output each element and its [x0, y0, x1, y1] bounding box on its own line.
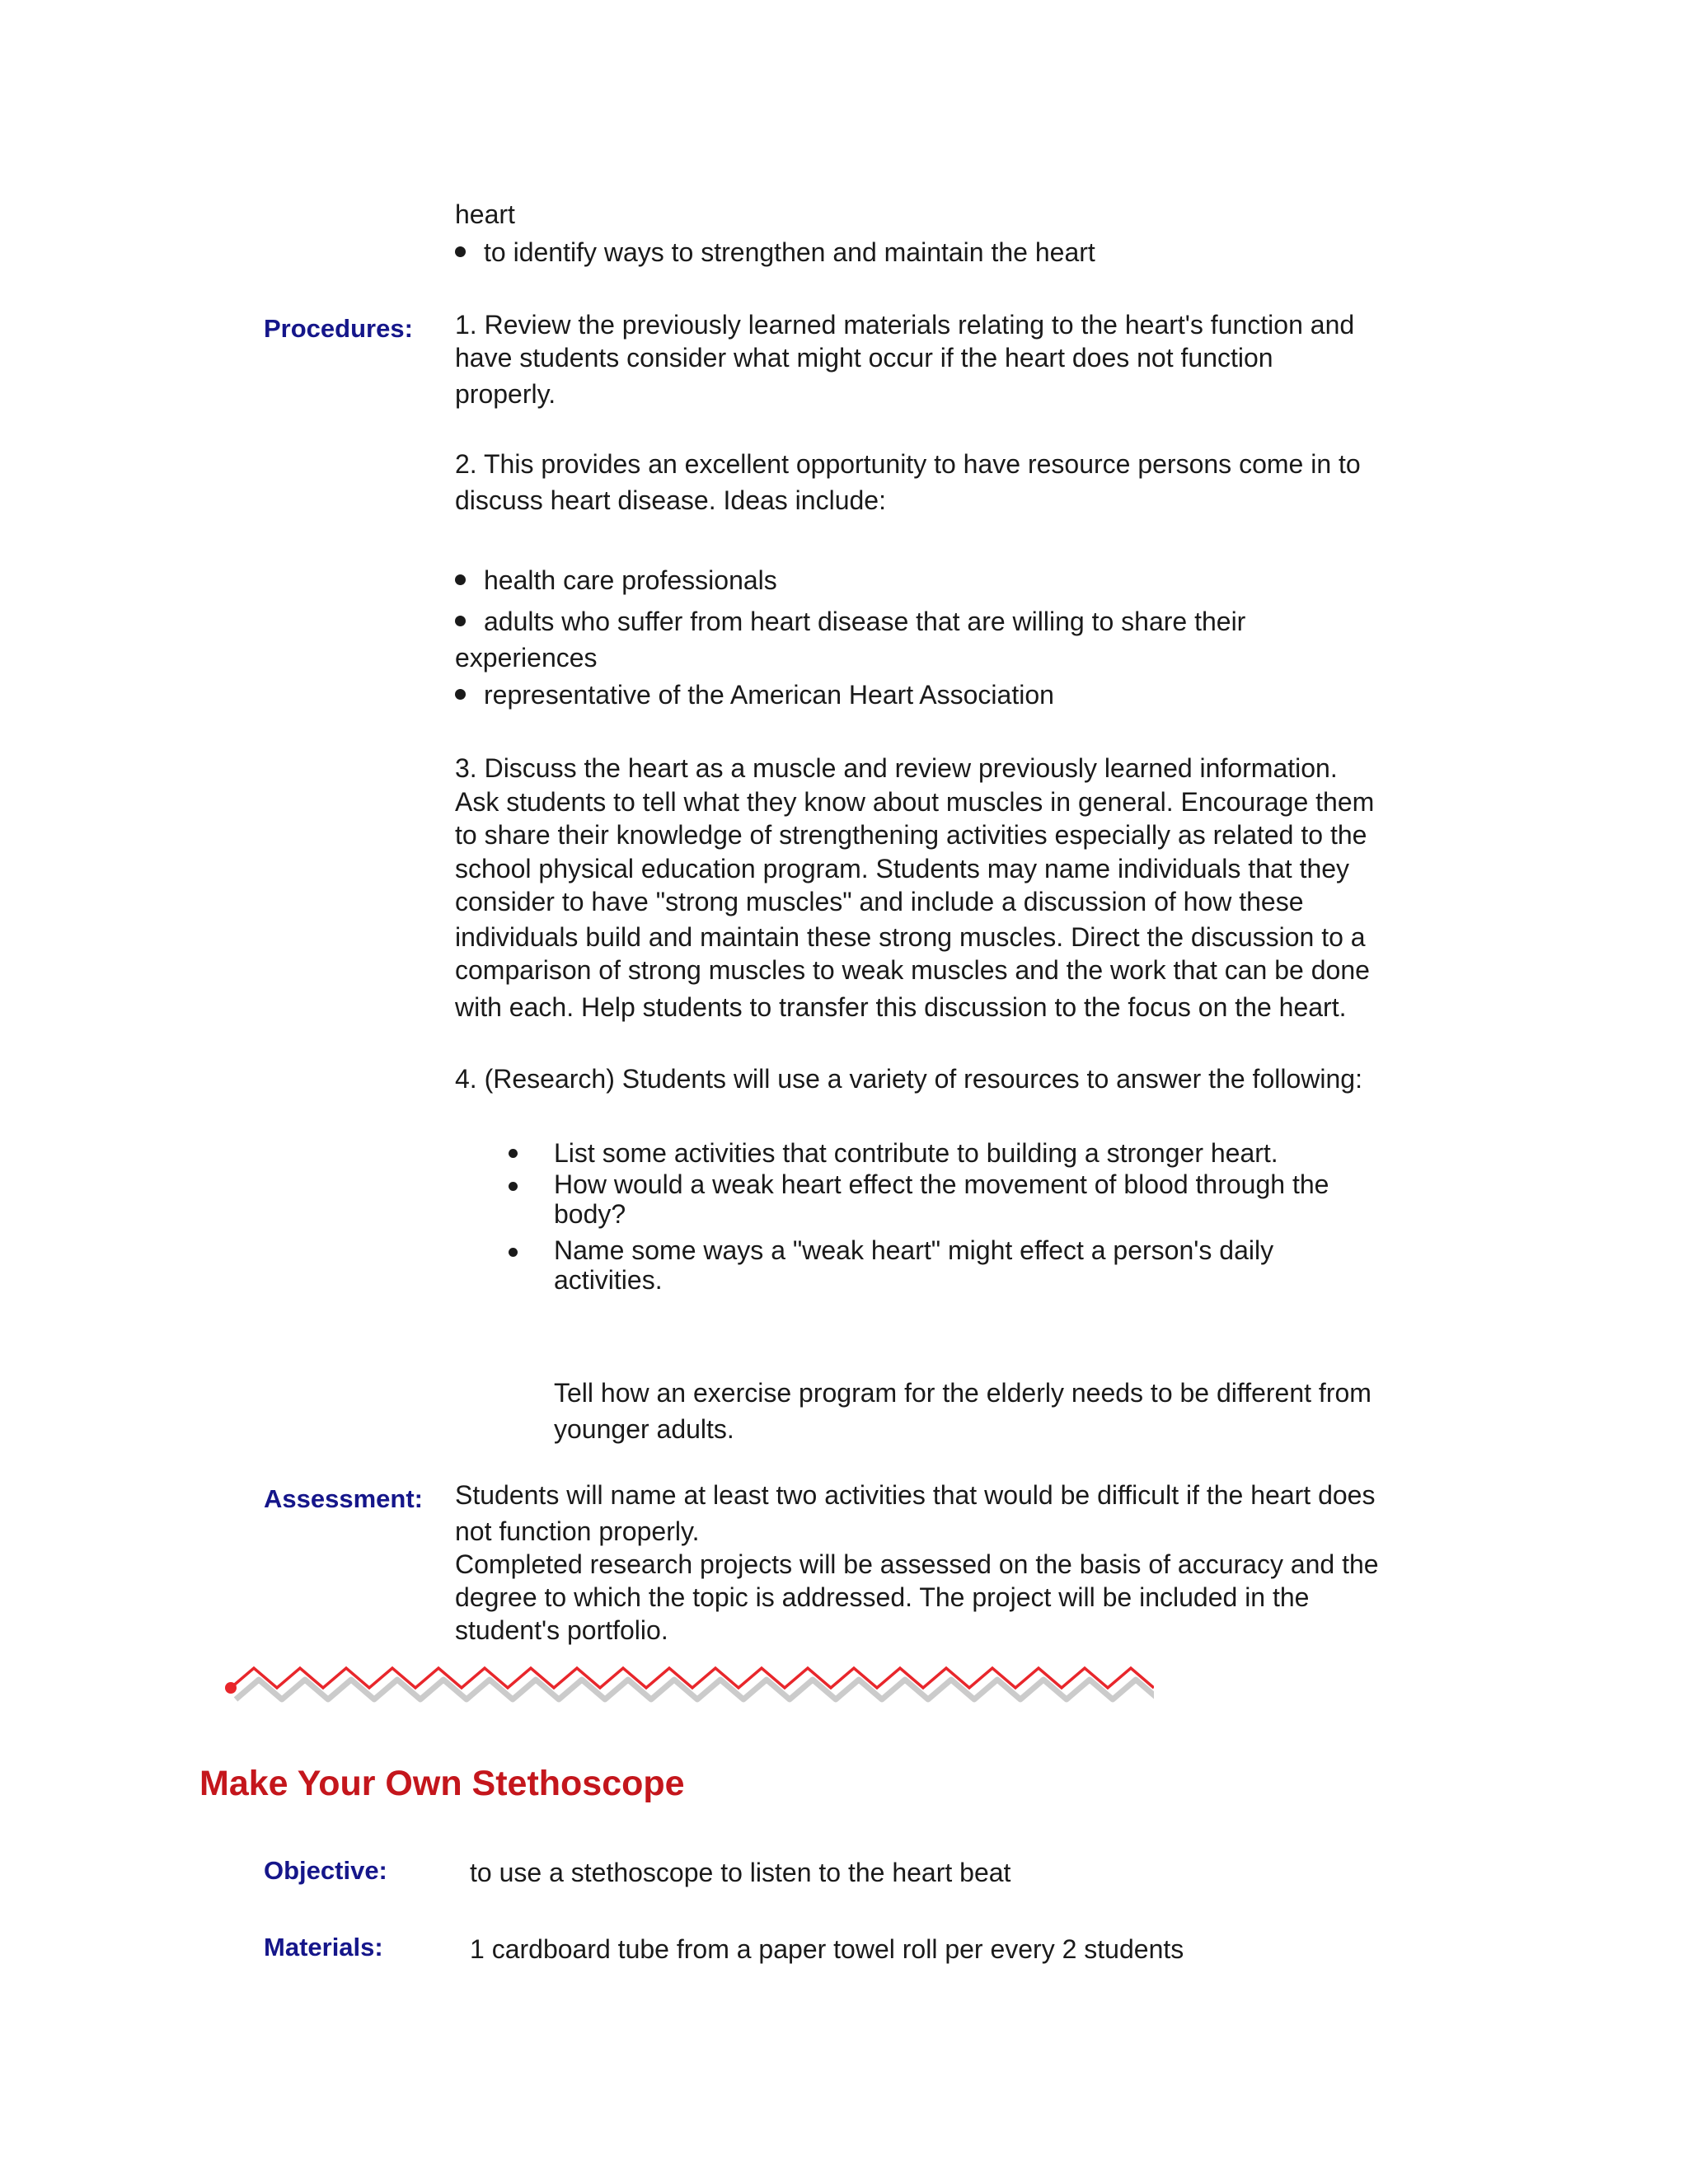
step-line: to share their knowledge of strengthening activities especially as related to the	[455, 820, 1367, 850]
assessment-label: Assessment:	[264, 1484, 423, 1513]
procedure-step-4: 4. (Research) Students will use a variety of resources to answer the following:	[455, 1064, 1362, 1094]
step-line: discuss heart disease. Ideas include:	[455, 485, 886, 515]
step-line: school physical education program. Students may name individuals that they	[455, 853, 1350, 883]
section-title: Make Your Own Stethoscope	[199, 1764, 685, 1803]
zigzag-line	[231, 1668, 1154, 1688]
idea-item-wrap: experiences	[455, 643, 598, 673]
research-line: Name some ways a "weak heart" might effect a person's daily	[554, 1235, 1274, 1265]
step-line: comparison of strong muscles to weak muscles and the work that can be done	[455, 955, 1370, 985]
research-line: body?	[554, 1199, 626, 1229]
question-line: Tell how an exercise program for the elderly needs to be different from	[554, 1378, 1372, 1408]
materials-text: 1 cardboard tube from a paper towel roll per every 2 students	[470, 1934, 1184, 1964]
procedure-step-1	[455, 308, 1354, 410]
assessment-line: degree to which the topic is addressed. The project will be included in the	[455, 1582, 1310, 1612]
step-line: individuals build and maintain these strong muscles. Direct the discussion to a	[455, 921, 1366, 952]
elderly-question	[554, 1375, 1372, 1447]
procedure-step-3	[455, 752, 1374, 1024]
question-line: younger adults.	[554, 1414, 734, 1444]
bullet-icon	[509, 1149, 518, 1158]
step-line: with each. Help students to transfer this discussion to the focus on the heart.	[455, 991, 1347, 1022]
research-item	[554, 1169, 1329, 1229]
assessment-line: student's portfolio.	[455, 1615, 668, 1645]
step-line: have students consider what might occur if the heart does not function	[455, 343, 1273, 373]
materials-label: Materials:	[264, 1933, 383, 1961]
assessment-line: not function properly.	[455, 1516, 700, 1546]
assessment-text	[455, 1479, 1379, 1647]
zigzag-divider-icon	[206, 1648, 1154, 1722]
research-line: How would a weak heart effect the movement of blood through the	[554, 1169, 1329, 1199]
procedure-step-2	[455, 448, 1361, 517]
objective-label: Objective:	[264, 1856, 387, 1885]
procedures-label: Procedures:	[264, 314, 413, 343]
step-line: Ask students to tell what they know about muscles in general. Encourage them	[455, 786, 1375, 817]
continued-text: heart	[455, 199, 515, 229]
zigzag-dot	[225, 1682, 237, 1694]
objective-bullet: to identify ways to strengthen and maintain the heart	[455, 236, 1095, 269]
assessment-line: Completed research projects will be assessed on the basis of accuracy and the	[455, 1549, 1379, 1579]
research-line: List some activities that contribute to building a stronger heart.	[554, 1138, 1278, 1168]
step-line: 3. Discuss the heart as a muscle and review previously learned information.	[455, 753, 1338, 783]
bullet-icon	[509, 1182, 518, 1191]
idea-item: representative of the American Heart Association	[455, 678, 1054, 711]
step-line: 2. This provides an excellent opportunity to have resource persons come in to	[455, 449, 1361, 479]
idea-item: adults who suffer from heart disease that are willing to share their	[455, 605, 1245, 638]
research-line: activities.	[554, 1265, 663, 1295]
bullet-icon	[509, 1248, 518, 1257]
idea-item: health care professionals	[455, 564, 777, 597]
step-line: 1. Review the previously learned materials relating to the heart's function and	[455, 310, 1355, 340]
research-item	[554, 1137, 1278, 1169]
objective-text: to use a stethoscope to listen to the heart beat	[470, 1858, 1011, 1887]
step-line: properly.	[455, 379, 556, 409]
step-line: consider to have "strong muscles" and include a discussion of how these	[455, 887, 1304, 916]
assessment-line: Students will name at least two activities that would be difficult if the heart does	[455, 1480, 1376, 1510]
research-item	[554, 1235, 1273, 1295]
